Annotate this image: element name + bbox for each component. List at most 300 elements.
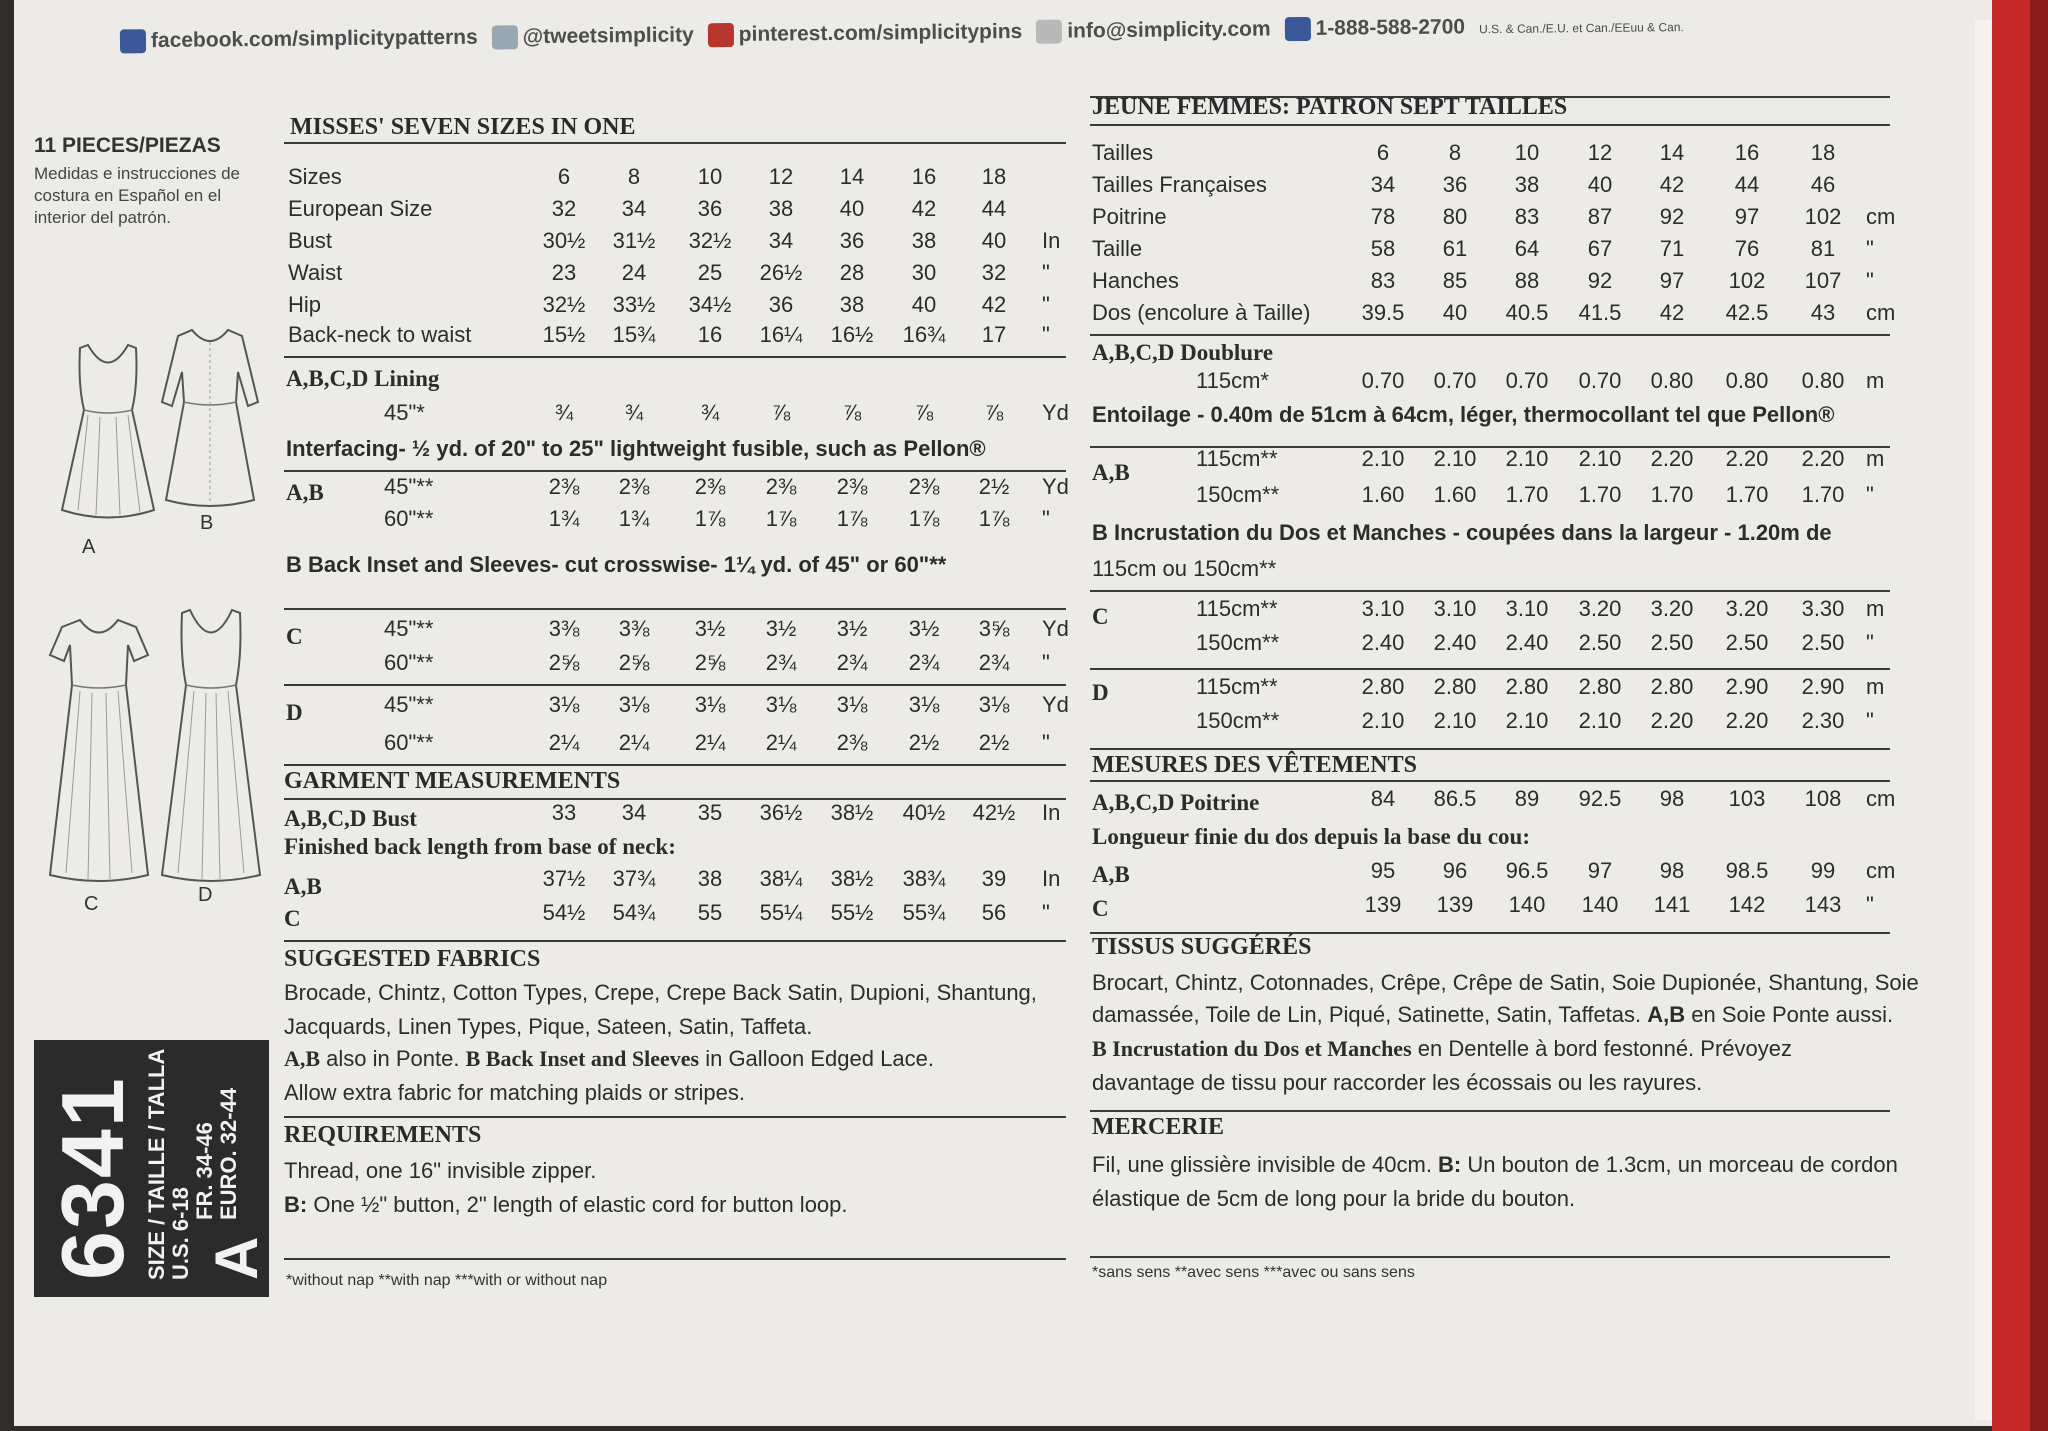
divider-rule	[284, 142, 1066, 144]
row-value: 1¾	[548, 506, 580, 531]
notions-title: MERCERIE	[1092, 1114, 1225, 1140]
spanish-instructions-note: Medidas e instrucciones de costura en Español en el interior del patrón.	[34, 164, 241, 227]
divider-rule	[284, 764, 1066, 766]
row-label: Tailles Françaises	[1092, 172, 1267, 197]
divider-rule	[1090, 124, 1890, 126]
row-unit: "	[1866, 708, 1874, 733]
requirements-title: REQUIREMENTS	[284, 1122, 482, 1148]
row-label: 150cm**	[1196, 482, 1280, 507]
row-value: 103	[1728, 786, 1766, 811]
row-value: 102	[1728, 268, 1766, 293]
row-value: 2.80	[1650, 674, 1694, 699]
row-value: 1.70	[1801, 482, 1845, 507]
row-value: 0.80	[1725, 368, 1769, 393]
row-value: 2.10	[1361, 446, 1405, 471]
row-value: 14	[1659, 140, 1685, 165]
row-value: 3½	[765, 616, 797, 641]
row-value: 3⅛	[618, 692, 650, 717]
row-value: 2¼	[548, 730, 580, 755]
length-row-label: A,B	[1092, 862, 1130, 887]
french-footnote: *sans sens **avec sens ***avec ou sans sens	[1092, 1264, 1415, 1281]
size-us: U.S. 6-18	[168, 1187, 193, 1280]
fabrics-line	[1092, 1002, 1893, 1028]
row-value: 2.50	[1578, 630, 1622, 655]
row-value: 140	[1508, 892, 1546, 917]
row-value: 3.10	[1505, 596, 1549, 621]
row-value: 32	[551, 196, 577, 221]
row-value: 32½	[688, 228, 732, 253]
fabrics-line: davantage de tissu pour raccorder les écossais ou les rayures.	[1092, 1070, 1703, 1095]
email-icon	[1036, 20, 1062, 44]
row-value: 98	[1659, 786, 1685, 811]
divider-rule	[284, 1116, 1066, 1118]
row-value: 92	[1587, 268, 1613, 293]
row-value: 87	[1587, 204, 1613, 229]
row-value: 2½	[978, 730, 1010, 755]
row-unit: "	[1866, 630, 1874, 655]
row-value: 39	[981, 866, 1007, 891]
row-unit: Yd	[1042, 474, 1069, 499]
row-value: 2.10	[1361, 708, 1405, 733]
row-value: 102	[1804, 204, 1842, 229]
row-value: 54¾	[612, 900, 656, 925]
yardage-label-d: D	[1092, 680, 1109, 705]
row-value: 39.5	[1361, 300, 1405, 325]
row-value: 41.5	[1578, 300, 1622, 325]
garment-measurements-title: MESURES DES VÊTEMENTS	[1092, 752, 1417, 778]
row-value: 3⅛	[548, 692, 580, 717]
row-value: 17	[981, 322, 1007, 347]
row-value: 55¼	[759, 900, 803, 925]
row-value: 89	[1514, 786, 1540, 811]
row-value: 2.10	[1505, 446, 1549, 471]
yardage-label-ab: A,B	[1092, 460, 1130, 485]
row-value: 30½	[542, 228, 586, 253]
view-c-sketch	[44, 615, 154, 885]
row-value: 2⅜	[765, 474, 797, 499]
fabrics-segment: A,B	[1647, 1002, 1686, 1027]
row-value: 2.10	[1433, 708, 1477, 733]
row-value: 40	[981, 228, 1007, 253]
row-label: Poitrine	[1092, 204, 1167, 229]
pinterest-icon	[708, 23, 734, 47]
row-value: 36½	[759, 800, 803, 825]
row-label: Dos (encolure à Taille)	[1092, 300, 1311, 325]
row-value: 95	[1370, 858, 1396, 883]
view-a-sketch	[58, 340, 158, 530]
length-row-label: A,B	[284, 874, 322, 899]
row-value: 12	[1587, 140, 1613, 165]
fabrics-segment: also in Ponte.	[320, 1046, 466, 1071]
row-value: 1⅞	[908, 506, 940, 531]
row-value: 38½	[830, 800, 874, 825]
row-value: 97	[1734, 204, 1760, 229]
row-value: 107	[1804, 268, 1842, 293]
row-label: 115cm**	[1196, 674, 1278, 699]
requirements-segment: One ½" button, 2" length of elastic cord for button loop.	[307, 1192, 848, 1217]
row-value: 6	[557, 164, 571, 189]
row-unit: "	[1042, 650, 1050, 675]
row-value: 92.5	[1578, 786, 1622, 811]
row-value: 12	[768, 164, 794, 189]
row-value: 2¾	[908, 650, 940, 675]
row-unit: m	[1866, 446, 1885, 471]
row-value: 1¾	[618, 506, 650, 531]
row-value: 40½	[902, 800, 946, 825]
row-value: 3.10	[1433, 596, 1477, 621]
row-value: 58	[1370, 236, 1396, 261]
red-background-shadow	[2030, 0, 2048, 1431]
row-value: 2.10	[1578, 446, 1622, 471]
view-label-c: C	[84, 893, 99, 915]
row-unit: "	[1042, 506, 1050, 531]
divider-rule	[1090, 1256, 1890, 1258]
divider-rule	[284, 684, 1066, 686]
garment-bust-label: A,B,C,D Bust	[284, 806, 417, 831]
row-value: 1⅞	[694, 506, 726, 531]
size-letter: A	[203, 1236, 270, 1280]
divider-rule	[1090, 590, 1890, 592]
garment-measurements-title: GARMENT MEASUREMENTS	[284, 768, 621, 794]
row-value: 2⅜	[618, 474, 650, 499]
row-value: 1.70	[1505, 482, 1549, 507]
english-title: MISSES' SEVEN SIZES IN ONE	[290, 114, 636, 140]
garment-bust-label: A,B,C,D Poitrine	[1092, 790, 1260, 815]
row-value: 56	[981, 900, 1007, 925]
row-value: 40	[911, 292, 937, 317]
row-value: 143	[1804, 892, 1842, 917]
row-value: 3½	[694, 616, 726, 641]
row-value: 2.90	[1725, 674, 1769, 699]
row-value: 18	[981, 164, 1007, 189]
fabrics-segment: B Incrustation du Dos et Manches	[1092, 1036, 1412, 1061]
row-unit: Yd	[1042, 692, 1069, 717]
row-value: 38½	[830, 866, 874, 891]
lining-title: A,B,C,D Lining	[286, 366, 440, 391]
size-label: SIZE / TAILLE / TALLA	[144, 1048, 169, 1280]
interfacing-text: Entoilage - 0.40m de 51cm à 64cm, léger, thermocollant tel que Pellon®	[1092, 402, 1835, 427]
notions-segment: B:	[1438, 1152, 1462, 1177]
row-value: 81	[1810, 236, 1836, 261]
row-value: 55½	[830, 900, 874, 925]
row-value: 2.50	[1801, 630, 1845, 655]
row-value: 96.5	[1505, 858, 1549, 883]
contact-text: U.S. & Can./E.U. et Can./EEuu & Can.	[1478, 20, 1684, 37]
row-value: 35	[697, 800, 723, 825]
row-value: 1⅞	[978, 506, 1010, 531]
view-b-sketch	[160, 322, 260, 512]
row-unit: "	[1042, 260, 1050, 285]
row-value: 37¾	[612, 866, 656, 891]
row-value: 2.10	[1433, 446, 1477, 471]
row-label: Back-neck to waist	[288, 322, 472, 347]
row-value: 18	[1810, 140, 1836, 165]
row-label: 115cm**	[1196, 596, 1278, 621]
row-value: 2½	[908, 730, 940, 755]
row-value: 86.5	[1433, 786, 1477, 811]
contact-text: pinterest.com/simplicitypins	[738, 20, 1023, 47]
row-unit: "	[1042, 322, 1050, 347]
row-value: ⅞	[984, 400, 1004, 425]
facebook-icon	[120, 30, 146, 54]
row-value: 55¾	[902, 900, 946, 925]
fabrics-segment: damassée, Toile de Lin, Piqué, Satinette, Satin, Taffetas.	[1092, 1002, 1648, 1027]
row-value: 2.80	[1578, 674, 1622, 699]
row-unit: In	[1042, 866, 1061, 891]
length-row-label: C	[1092, 896, 1109, 921]
row-value: 3⅛	[836, 692, 868, 717]
row-value: 3.20	[1578, 596, 1622, 621]
row-value: 142	[1728, 892, 1766, 917]
row-value: 3½	[836, 616, 868, 641]
row-value: 16	[697, 322, 723, 347]
row-value: 37½	[542, 866, 586, 891]
row-value: 38	[697, 866, 723, 891]
row-value: 2½	[978, 474, 1010, 499]
row-value: 139	[1364, 892, 1402, 917]
fabrics-segment: in Galloon Edged Lace.	[699, 1046, 934, 1071]
row-value: 3.20	[1725, 596, 1769, 621]
row-value: 98.5	[1725, 858, 1769, 883]
row-value: 64	[1514, 236, 1540, 261]
row-value: 24	[621, 260, 647, 285]
row-value: 61	[1442, 236, 1468, 261]
contact-text: facebook.com/simplicitypatterns	[150, 26, 478, 53]
row-unit: cm	[1866, 300, 1896, 325]
row-value: 141	[1653, 892, 1691, 917]
row-unit: cm	[1866, 204, 1896, 229]
row-value: 36	[1442, 172, 1468, 197]
requirements-line: Thread, one 16" invisible zipper.	[284, 1158, 597, 1183]
contact-text: @tweetsimplicity	[522, 23, 694, 49]
row-unit: "	[1866, 236, 1874, 261]
pattern-number: 6341	[43, 1076, 142, 1280]
row-value: 32	[981, 260, 1007, 285]
twitter-icon	[492, 26, 518, 50]
row-value: 84	[1370, 786, 1396, 811]
notions-segment: Fil, une glissière invisible de 40cm.	[1092, 1152, 1439, 1177]
finished-back-title: Longueur finie du dos depuis la base du cou:	[1092, 824, 1530, 849]
fabrics-line	[1092, 1036, 1792, 1062]
row-label: 60"**	[384, 730, 434, 755]
size-range-box	[34, 1040, 269, 1297]
row-value: 8	[1448, 140, 1462, 165]
row-value: 78	[1370, 204, 1396, 229]
row-unit: m	[1866, 674, 1885, 699]
fabrics-line: Jacquards, Linen Types, Pique, Sateen, Satin, Taffeta.	[284, 1014, 813, 1039]
suggested-fabrics-title: SUGGESTED FABRICS	[284, 946, 541, 972]
row-value: 36	[697, 196, 723, 221]
row-value: 33½	[612, 292, 656, 317]
row-value: 2.20	[1650, 708, 1694, 733]
row-unit: cm	[1866, 858, 1896, 883]
notions-line	[1092, 1152, 1898, 1178]
lining-title: A,B,C,D Doublure	[1092, 340, 1274, 365]
row-value: 2.30	[1801, 708, 1845, 733]
row-value: 3⅝	[978, 616, 1010, 641]
row-unit: Yd	[1042, 400, 1069, 425]
row-value: 97	[1659, 268, 1685, 293]
row-value: 3⅛	[978, 692, 1010, 717]
fabrics-segment: B Back Inset and Sleeves	[465, 1046, 700, 1071]
row-unit: "	[1866, 268, 1874, 293]
row-unit: "	[1042, 292, 1050, 317]
row-label: 60"**	[384, 506, 434, 531]
french-title: JEUNE FEMMES: PATRON SEPT TAILLES	[1092, 94, 1568, 120]
row-value: 15¾	[612, 322, 656, 347]
row-value: 2¾	[765, 650, 797, 675]
row-value: 2⅜	[548, 474, 580, 499]
row-unit: In	[1042, 800, 1061, 825]
row-value: ¾	[700, 400, 720, 425]
row-value: 2¾	[978, 650, 1010, 675]
divider-rule	[284, 470, 1066, 472]
row-value: 2.10	[1578, 708, 1622, 733]
row-value: 2⅜	[908, 474, 940, 499]
row-value: 3⅜	[618, 616, 650, 641]
row-value: 26½	[759, 260, 803, 285]
divider-rule	[1090, 1110, 1890, 1112]
row-value: 16	[911, 164, 937, 189]
yardage-label-c: C	[1092, 604, 1109, 629]
row-value: 71	[1659, 236, 1685, 261]
row-value: 1.70	[1578, 482, 1622, 507]
interfacing-text: Interfacing- ½ yd. of 20" to 25" lightweight fusible, such as Pellon®	[286, 436, 986, 461]
view-label-b: B	[200, 512, 214, 534]
row-value: 42.5	[1725, 300, 1769, 325]
row-value: 54½	[542, 900, 586, 925]
divider-rule	[1090, 780, 1890, 782]
row-value: 10	[697, 164, 723, 189]
row-value: 1⅞	[765, 506, 797, 531]
row-value: ¾	[554, 400, 574, 425]
row-value: ⅞	[842, 400, 862, 425]
contact-text: 1-888-588-2700	[1315, 15, 1466, 41]
row-value: 80	[1442, 204, 1468, 229]
row-value: 25	[697, 260, 723, 285]
row-value: 2.80	[1505, 674, 1549, 699]
row-label: Hip	[288, 292, 322, 317]
row-value: ⅞	[914, 400, 934, 425]
pieces-count: 11 PIECES/PIEZAS	[34, 134, 221, 157]
view-label-a: A	[82, 536, 96, 558]
row-value: 44	[981, 196, 1007, 221]
view-d-sketch	[156, 605, 266, 885]
row-value: 2.50	[1650, 630, 1694, 655]
row-value: 40	[839, 196, 865, 221]
row-unit: "	[1866, 892, 1874, 917]
fabrics-line: Brocart, Chintz, Cotonnades, Crêpe, Crêpe de Satin, Soie Dupionée, Shantung, Soie	[1092, 970, 1919, 995]
row-label: 150cm**	[1196, 630, 1280, 655]
row-label: 150cm**	[1196, 708, 1280, 733]
row-unit: Yd	[1042, 616, 1069, 641]
row-value: 67	[1587, 236, 1613, 261]
row-unit: m	[1866, 368, 1885, 393]
notions-segment: Un bouton de 1.3cm, un morceau de cordon	[1461, 1152, 1898, 1177]
row-value: 83	[1514, 204, 1540, 229]
row-value: 2.20	[1725, 446, 1769, 471]
row-value: 6	[1376, 140, 1390, 165]
row-value: 97	[1587, 858, 1613, 883]
row-value: 139	[1436, 892, 1474, 917]
divider-rule	[1090, 748, 1890, 750]
row-value: 40	[1587, 172, 1613, 197]
row-value: 0.70	[1361, 368, 1405, 393]
row-value: 30	[911, 260, 937, 285]
row-label: Tailles	[1092, 140, 1154, 165]
row-label: 45"*	[384, 400, 425, 425]
row-value: 28	[839, 260, 865, 285]
fabrics-segment: en Soie Ponte aussi.	[1685, 1002, 1894, 1027]
row-value: 83	[1370, 268, 1396, 293]
row-value: 2¾	[836, 650, 868, 675]
row-label: 115cm*	[1196, 368, 1269, 393]
row-value: 0.70	[1433, 368, 1477, 393]
row-value: 38	[1514, 172, 1540, 197]
row-value: 2¼	[765, 730, 797, 755]
row-value: 2.90	[1801, 674, 1845, 699]
row-value: 42½	[972, 800, 1016, 825]
row-value: 140	[1581, 892, 1619, 917]
row-value: 2.40	[1505, 630, 1549, 655]
row-value: 2.20	[1725, 708, 1769, 733]
row-value: 108	[1804, 786, 1842, 811]
row-label: 45"**	[384, 474, 434, 499]
row-value: ⅞	[771, 400, 791, 425]
row-value: 55	[697, 900, 723, 925]
row-label: Hanches	[1092, 268, 1179, 293]
row-value: 38	[911, 228, 937, 253]
row-value: 36	[768, 292, 794, 317]
row-value: 1.70	[1650, 482, 1694, 507]
row-value: 76	[1734, 236, 1760, 261]
row-label: Bust	[288, 228, 333, 253]
row-value: 3½	[908, 616, 940, 641]
row-value: 1.60	[1361, 482, 1405, 507]
row-value: 34	[621, 196, 647, 221]
row-value: 92	[1659, 204, 1685, 229]
requirements-line	[284, 1192, 848, 1218]
row-value: 15½	[542, 322, 586, 347]
row-value: 34	[768, 228, 794, 253]
row-label: 45"**	[384, 616, 434, 641]
row-value: 38	[768, 196, 794, 221]
row-value: 16¾	[902, 322, 946, 347]
divider-rule	[284, 608, 1066, 610]
row-value: 16¼	[759, 322, 803, 347]
row-value: 0.80	[1650, 368, 1694, 393]
row-unit: "	[1866, 482, 1874, 507]
row-value: 42	[911, 196, 937, 221]
notions-line: élastique de 5cm de long pour la bride du bouton.	[1092, 1186, 1576, 1211]
row-value: 3⅛	[694, 692, 726, 717]
row-value: 34	[1370, 172, 1396, 197]
divider-rule	[284, 356, 1066, 358]
row-label: 60"**	[384, 650, 434, 675]
row-value: 3.20	[1650, 596, 1694, 621]
row-value: 8	[627, 164, 641, 189]
row-label: Waist	[288, 260, 343, 285]
row-value: 40.5	[1505, 300, 1549, 325]
divider-rule	[1090, 334, 1890, 336]
back-inset-text: 115cm ou 150cm**	[1092, 556, 1277, 581]
row-value: 2.50	[1725, 630, 1769, 655]
row-value: 2.80	[1433, 674, 1477, 699]
row-value: 43	[1810, 300, 1836, 325]
row-value: 98	[1659, 858, 1685, 883]
row-value: 1.70	[1725, 482, 1769, 507]
row-value: 31½	[612, 228, 656, 253]
